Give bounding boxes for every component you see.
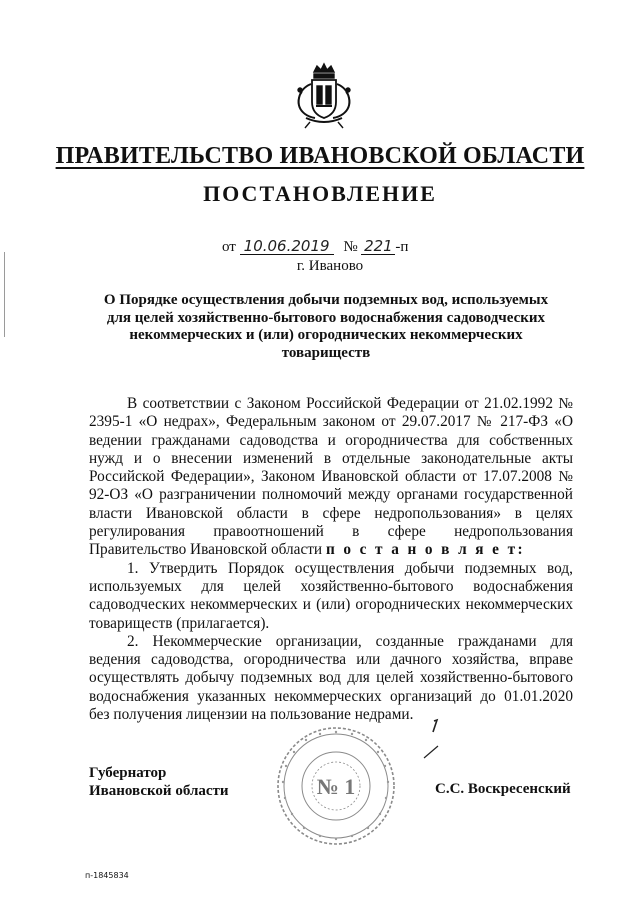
date-prefix: от — [222, 239, 236, 255]
preamble-text: В соответствии с Законом Российской Федерации от 21.02.1992 № 2395-1 «О недрах», Федеральным законом от 29.07.2017 № 217-ФЗ «О ведении гражданами садоводства и огородничества для собственных нужд и о внесении изменений в отдельные законодательные акты Российской Федерации», Законом Ивановской области от 17.07.2008 № 92-ОЗ «О разграничении полномочий между органами государственной власти Ивановской области в сфере недропользования» в целях регулирования правоотношений в сфере недропользования Правительство Ивановской области — [89, 395, 573, 559]
official-seal — [272, 722, 400, 850]
document-date-handwritten: 10.06.2019 — [240, 239, 334, 255]
item-paragraph-1: 1. Утвердить Порядок осуществления добычи подземных вод, используемых для целей хозяйственно-бытового водоснабжения садоводческих некоммерческих и (или) огороднических некоммерческих товариществ (прилагается). — [89, 559, 573, 632]
city-line: г. Иваново — [296, 258, 364, 274]
document-number-line — [222, 239, 408, 256]
preamble-paragraph — [89, 395, 573, 560]
document-body — [89, 395, 573, 724]
item-paragraph-2: 2. Некоммерческие организации, созданные гражданами для ведения садоводства, огородничества или дачного хозяйства, вправе осуществлять добычу подземных вод для целей хозяйственно-бытового водоснабжения указанных некоммерческих организаций до 01.01.2020 без получения лицензии на пользование недрами. — [89, 632, 573, 724]
signatory-position-line1: Губернатор — [89, 765, 167, 781]
signatory-position-line2: Ивановской области — [89, 783, 229, 799]
footer-code: п-1845834 — [85, 871, 129, 880]
document-type-title: ПОСТАНОВЛЕНИЕ — [203, 181, 437, 206]
document-subject: О Порядке осуществления добычи подземных вод, используемых для целей хозяйственно-бытового водоснабжения садоводческих некоммерческих и (или) огороднических некоммерческих товариществ — [103, 292, 549, 361]
number-suffix: -п — [395, 239, 409, 255]
signatory-position — [89, 764, 229, 800]
seal-center-text: № 1 — [316, 774, 356, 799]
decree-word: п о с т а н о в л я е т: — [325, 541, 525, 559]
government-title: ПРАВИТЕЛЬСТВО ИВАНОВСКОЙ ОБЛАСТИ — [55, 143, 585, 169]
coat-of-arms-icon — [292, 62, 356, 132]
number-sign: № — [343, 239, 358, 255]
signatory-name: С.С. Воскресенский — [435, 781, 571, 797]
document-number-handwritten: 221 — [361, 239, 395, 255]
handwritten-signature — [420, 718, 446, 762]
